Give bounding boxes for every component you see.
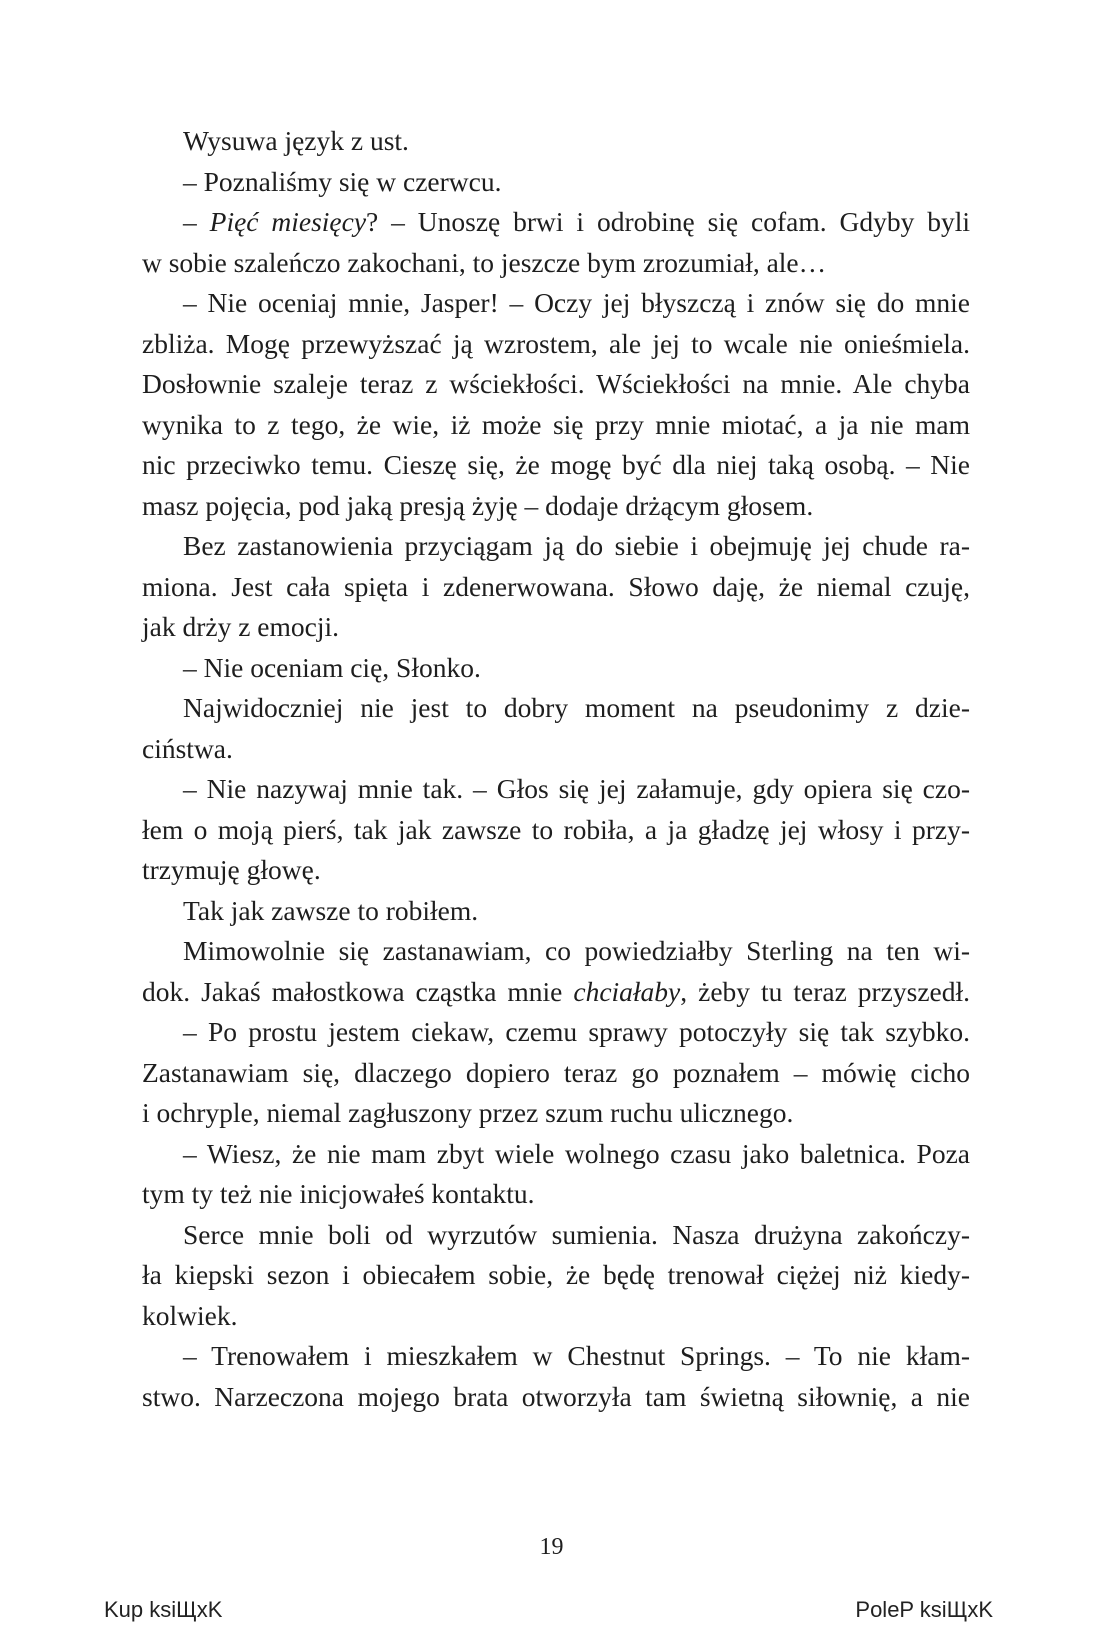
text-line	[142, 486, 970, 526]
text-line	[142, 1336, 970, 1376]
text-line	[142, 567, 970, 607]
text-line	[142, 1053, 970, 1093]
buy-book-link[interactable]: Kup ksiЩxK	[104, 1597, 223, 1622]
text-span: ła kiepski sezon i obiecałem sobie, że będę trenował ciężej niż kiedy-	[142, 1259, 970, 1290]
text-span: , żeby tu teraz przyszedł.	[680, 975, 970, 1007]
text-line	[142, 405, 970, 445]
text-line	[142, 324, 970, 364]
text-line	[142, 526, 970, 566]
text-span: ? – Unoszę brwi i odrobinę się cofam. Gdyby byli	[366, 206, 971, 237]
text-line	[142, 729, 970, 769]
text-span: ciństwa.	[142, 732, 233, 764]
text-span: trzymuję głowę.	[142, 854, 321, 885]
text-span: kolwiek.	[142, 1299, 238, 1331]
text-line	[142, 162, 970, 202]
page-number: 19	[539, 1534, 564, 1560]
text-line	[142, 972, 970, 1012]
text-line	[142, 1093, 970, 1133]
text-line	[142, 607, 970, 647]
text-span: – Nie oceniaj mnie, Jasper! – Oczy jej błyszczą i znów się do mnie	[183, 287, 970, 318]
text-span: jak drży z emocji.	[142, 611, 339, 642]
text-span: – Nie nazywaj mnie tak. – Głos się jej załamuje, gdy opiera się czo-	[183, 773, 970, 804]
text-span: i ochryple, niemal zagłuszony przez szum ruchu ulicznego.	[142, 1097, 794, 1128]
text-line	[142, 850, 970, 890]
text-span: łem o moją pierś, tak jak zawsze to robiła, a ja gładzę jej włosy i przy-	[142, 813, 970, 845]
text-span: tym ty też nie inicjowałeś kontaktu.	[142, 1178, 535, 1209]
text-span: Wysuwa język z ust.	[183, 125, 409, 156]
text-span: Dosłownie szaleje teraz z wściekłości. Wściekłości na mnie. Ale chyba	[142, 368, 970, 399]
text-span: w sobie szaleńczo zakochani, to jeszcze bym zrozumiał, ale…	[142, 246, 827, 278]
text-span: nic przeciwko temu. Cieszę się, że mogę być dla niej taką osobą. – Nie	[142, 449, 970, 480]
text-line	[142, 1377, 970, 1417]
text-span: Najwidoczniej nie jest to dobry moment na pseudonimy z dzie-	[183, 692, 970, 723]
text-span: –	[183, 206, 210, 237]
text-line	[142, 1296, 970, 1336]
text-span: – Nie oceniam cię, Słonko.	[183, 651, 481, 683]
text-span: Bez zastanowienia przyciągam ją do siebie i obejmuję jej chude ra-	[183, 530, 970, 561]
text-line	[142, 931, 970, 971]
text-line	[142, 445, 970, 485]
text-span: – Wiesz, że nie mam zbyt wiele wolnego czasu jako baletnica. Poza	[183, 1137, 970, 1169]
text-line	[142, 1174, 970, 1214]
text-line	[142, 1255, 970, 1295]
text-line	[142, 1134, 970, 1174]
text-span: Tak jak zawsze to robiłem.	[183, 894, 479, 926]
text-line	[142, 1012, 970, 1052]
text-line	[142, 364, 970, 404]
recommend-book-link[interactable]: PoleP ksiЩxK	[855, 1597, 993, 1622]
text-line	[142, 283, 970, 323]
text-line	[142, 121, 970, 161]
text-line	[142, 202, 970, 242]
text-span: – Poznaliśmy się w czerwcu.	[183, 165, 502, 197]
text-line	[142, 648, 970, 688]
italic-text: chciałaby	[573, 975, 681, 1007]
text-span: – Trenowałem i mieszkałem w Chestnut Springs. – To nie kłam-	[183, 1340, 970, 1371]
text-span: zbliża. Mogę przewyższać ją wzrostem, ale jej to wcale nie onieśmiela.	[142, 327, 970, 359]
text-span: – Po prostu jestem ciekaw, czemu sprawy potoczyły się tak szybko.	[183, 1016, 970, 1047]
text-span: Mimowolnie się zastanawiam, co powiedziałby Sterling na ten wi-	[183, 935, 970, 966]
text-line	[142, 243, 970, 283]
text-line	[142, 891, 970, 931]
text-line	[142, 769, 970, 809]
italic-text: Pięć miesięcy	[209, 206, 367, 237]
text-span: masz pojęcia, pod jaką presją żyję – dodaje drżącym głosem.	[142, 489, 814, 521]
text-line	[142, 810, 970, 850]
text-line	[142, 688, 970, 728]
text-span: miona. Jest cała spięta i zdenerwowana. Słowo daję, że niemal czuję,	[142, 570, 970, 602]
text-span: wynika to z tego, że wie, iż może się przy mnie miotać, a ja nie mam	[142, 408, 970, 440]
text-span: Serce mnie boli od wyrzutów sumienia. Nasza drużyna zakończy-	[183, 1218, 970, 1250]
text-span: stwo. Narzeczona mojego brata otworzyła tam świetną siłownię, a nie	[142, 1380, 970, 1412]
text-line	[142, 1215, 970, 1255]
text-span: Zastanawiam się, dlaczego dopiero teraz go poznałem – mówię cicho	[142, 1056, 970, 1088]
text-span: dok. Jakaś małostkowa cząstka mnie	[142, 975, 574, 1007]
